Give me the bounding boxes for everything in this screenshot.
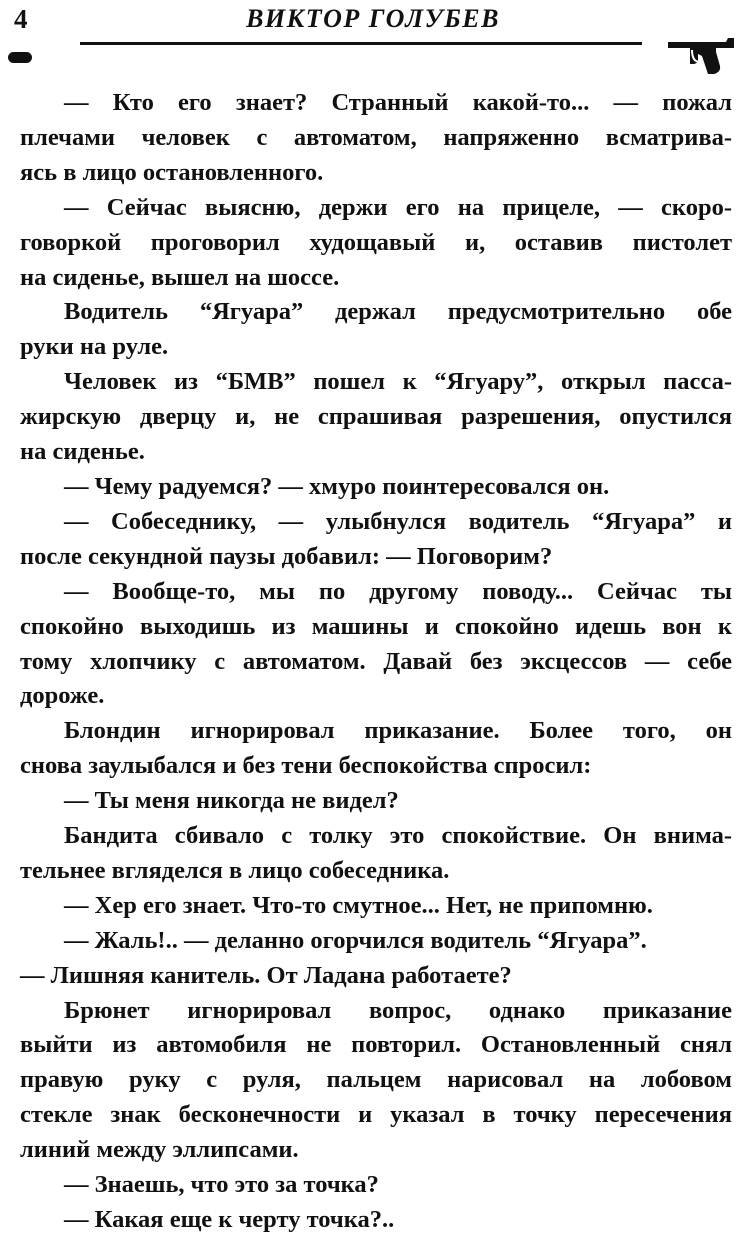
body-text bbox=[20, 86, 732, 1238]
text-line: плечами человек с автоматом, напряженно всматрива- bbox=[20, 123, 732, 151]
text-line: спокойно выходишь из машины и спокойно идешь вон к bbox=[20, 612, 732, 640]
text-line: после секундной паузы добавил: — Поговорим? bbox=[20, 542, 553, 570]
text-line: — Какая еще к черту точка?.. bbox=[64, 1206, 395, 1233]
text-line: — Хер его знает. Что-то смутное... Нет, не припомню. bbox=[64, 891, 653, 919]
text-line: — Собеседнику, — улыбнулся водитель “Ягуара” и bbox=[64, 507, 732, 535]
text-line: стекле знак бесконечности и указал в точку пересечения bbox=[20, 1101, 732, 1129]
header-rule-dot bbox=[8, 52, 32, 63]
text-line: правую руку с руля, пальцем нарисовал на лобовом bbox=[20, 1066, 732, 1094]
text-line: Брюнет игнорировал вопрос, однако приказание bbox=[64, 996, 732, 1024]
text-line: — Чему радуемся? — хмуро поинтересовался он. bbox=[64, 472, 610, 500]
text-line: снова заулыбался и без тени беспокойства спросил: bbox=[20, 752, 592, 780]
text-line: ясь в лицо остановленного. bbox=[20, 158, 324, 186]
header-rule-line bbox=[80, 42, 642, 45]
text-line: дороже. bbox=[20, 682, 105, 710]
text-line: выйти из автомобиля не повторил. Остановленный снял bbox=[20, 1031, 732, 1059]
text-line: Бандита сбивало с толку это спокойствие. Он внима- bbox=[64, 822, 732, 850]
text-line: Водитель “Ягуара” держал предусмотрительно обе bbox=[64, 298, 732, 326]
pistol-icon bbox=[668, 36, 736, 78]
text-line: тельнее вгляделся в лицо собеседника. bbox=[20, 856, 450, 884]
text-line: на сиденье. bbox=[20, 438, 145, 466]
text-line: руки на руле. bbox=[20, 333, 169, 361]
text-line: — Сейчас выясню, держи его на прицеле, — скоро- bbox=[64, 193, 732, 221]
text-line: тому хлопчику с автоматом. Давай без эксцессов — себе bbox=[20, 647, 732, 675]
text-line: — Лишняя канитель. От Ладана работаете? bbox=[20, 961, 512, 989]
text-line: — Кто его знает? Странный какой-то... — пожал bbox=[64, 89, 732, 116]
page-number: 4 bbox=[14, 4, 28, 34]
text-line: — Знаешь, что это за точка? bbox=[64, 1171, 379, 1199]
text-line: говоркой проговорил худощавый и, оставив пистолет bbox=[20, 228, 732, 256]
text-line: — Жаль!.. — деланно огорчился водитель “Ягуара”. bbox=[64, 926, 647, 954]
text-line: Блондин игнорировал приказание. Более того, он bbox=[64, 717, 732, 745]
text-line: линий между эллипсами. bbox=[20, 1136, 299, 1164]
text-line: — Ты меня никогда не видел? bbox=[64, 787, 399, 815]
running-head-author: ВИКТОР ГОЛУБЕВ bbox=[246, 4, 500, 33]
text-line: Человек из “БМВ” пошел к “Ягуару”, открыл пасса- bbox=[64, 368, 732, 396]
text-line: жирскую дверцу и, не спрашивая разрешения, опустился bbox=[20, 403, 732, 431]
text-line: на сиденье, вышел на шоссе. bbox=[20, 263, 340, 291]
text-line: — Вообще-то, мы по другому поводу... Сейчас ты bbox=[64, 577, 732, 605]
